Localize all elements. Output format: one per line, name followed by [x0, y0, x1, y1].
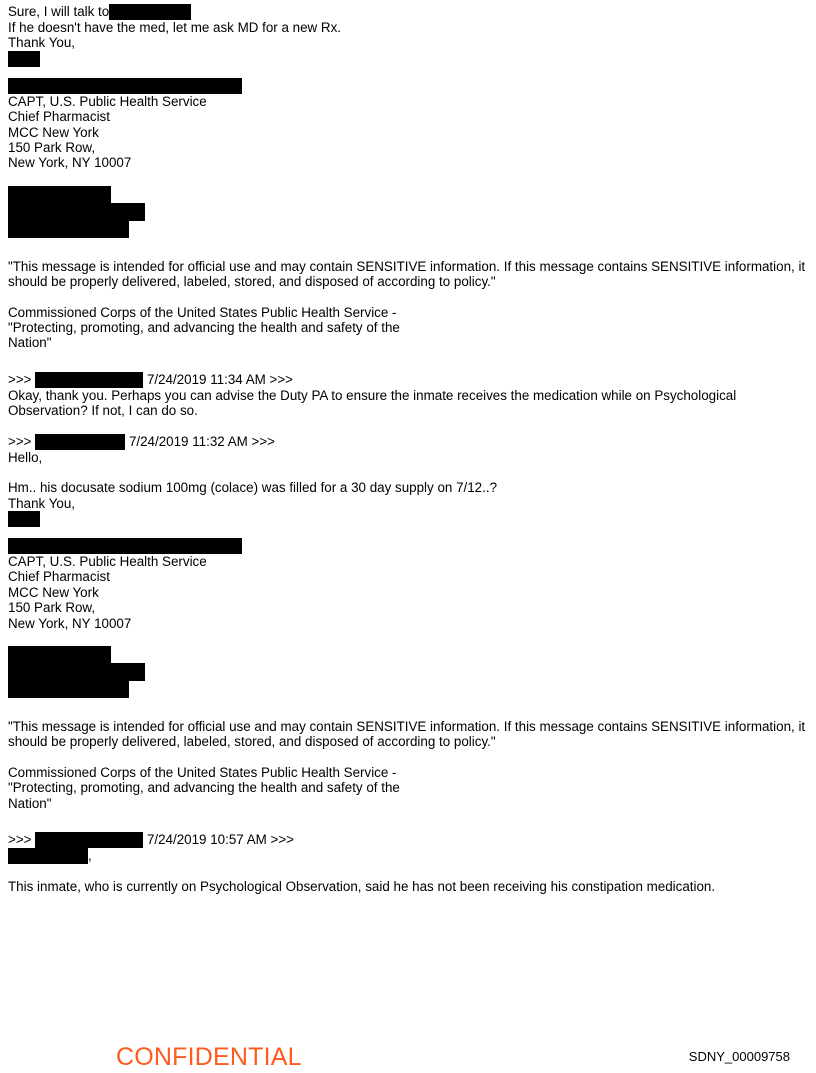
bates-number: SDNY_00009758 [688, 1049, 790, 1064]
redaction-block [8, 680, 129, 698]
signature-facility: MCC New York [8, 584, 99, 600]
redacted-contact-block [8, 186, 808, 244]
redaction-block [35, 832, 143, 848]
msg4-header: >>> 7/24/2019 10:57 AM >>> [8, 831, 294, 847]
redaction-block [8, 646, 111, 664]
signature-role: Chief Pharmacist [8, 569, 110, 585]
redaction-block [8, 511, 40, 527]
redaction-block [8, 203, 145, 221]
corps-line3: Nation" [8, 795, 52, 811]
redaction-block [35, 434, 125, 450]
confidential-stamp: CONFIDENTIAL [116, 1043, 302, 1071]
corps-line3: Nation" [8, 335, 52, 351]
msg3-thanks: Thank You, [8, 495, 76, 511]
msg1-line2: If he doesn't have the med, let me ask MD for a new Rx. [8, 20, 342, 35]
msg4-greeting: , [8, 848, 808, 864]
redaction-block [35, 372, 143, 388]
redaction-block [8, 51, 40, 67]
disclaimer-text: "This message is intended for official use and may contain SENSITIVE information. If this message contains SENSITIVE information, it should be properly delivered, labeled, stored, and disposed of according to policy." [8, 718, 806, 750]
redaction-block [8, 220, 129, 238]
signature-role: Chief Pharmacist [8, 109, 110, 125]
corps-line2: "Protecting, promoting, and advancing the health and safety of the [8, 320, 400, 336]
email-thread [8, 4, 808, 894]
redaction-block [8, 186, 111, 204]
signature-facility: MCC New York [8, 124, 99, 140]
signature-title: CAPT, U.S. Public Health Service [8, 93, 207, 109]
msg3-header: >>> 7/24/2019 11:32 AM >>> [8, 433, 275, 449]
redaction-block [8, 848, 88, 864]
disclaimer-text: "This message is intended for official use and may contain SENSITIVE information. If this message contains SENSITIVE information, it should be properly delivered, labeled, stored, and disposed of according to policy." [8, 258, 806, 290]
redacted-contact-block [8, 646, 808, 704]
signature-block [8, 94, 808, 171]
msg1-thanks: Thank You, [8, 35, 76, 51]
msg3-greeting: Hello, [8, 449, 43, 465]
redaction-block [8, 78, 242, 94]
signature-block [8, 554, 808, 631]
corps-line1: Commissioned Corps of the United States Public Health Service - [8, 304, 397, 320]
signature-title: CAPT, U.S. Public Health Service [8, 553, 207, 569]
corps-line2: "Protecting, promoting, and advancing the health and safety of the [8, 780, 400, 796]
redaction-block [8, 663, 145, 681]
msg2-header: >>> 7/24/2019 11:34 AM >>> [8, 371, 293, 387]
signature-city: New York, NY 10007 [8, 155, 132, 171]
signature-street: 150 Park Row, [8, 140, 96, 156]
signature-city: New York, NY 10007 [8, 615, 132, 631]
redaction-block [109, 4, 191, 20]
signature-street: 150 Park Row, [8, 600, 96, 616]
corps-line1: Commissioned Corps of the United States Public Health Service - [8, 764, 397, 780]
redaction-block [8, 538, 242, 554]
msg3-body: Hm.. his docusate sodium 100mg (colace) was filled for a 30 day supply on 7/12..? [8, 480, 498, 496]
msg2-body: Okay, thank you. Perhaps you can advise the Duty PA to ensure the inmate receives the medication while on Psychological Observation? If not, I can do so. [8, 387, 737, 419]
msg4-body: This inmate, who is currently on Psychological Observation, said he has not been receiving his constipation medication. [8, 878, 716, 894]
msg1-line1: Sure, I will talk to [8, 4, 808, 20]
